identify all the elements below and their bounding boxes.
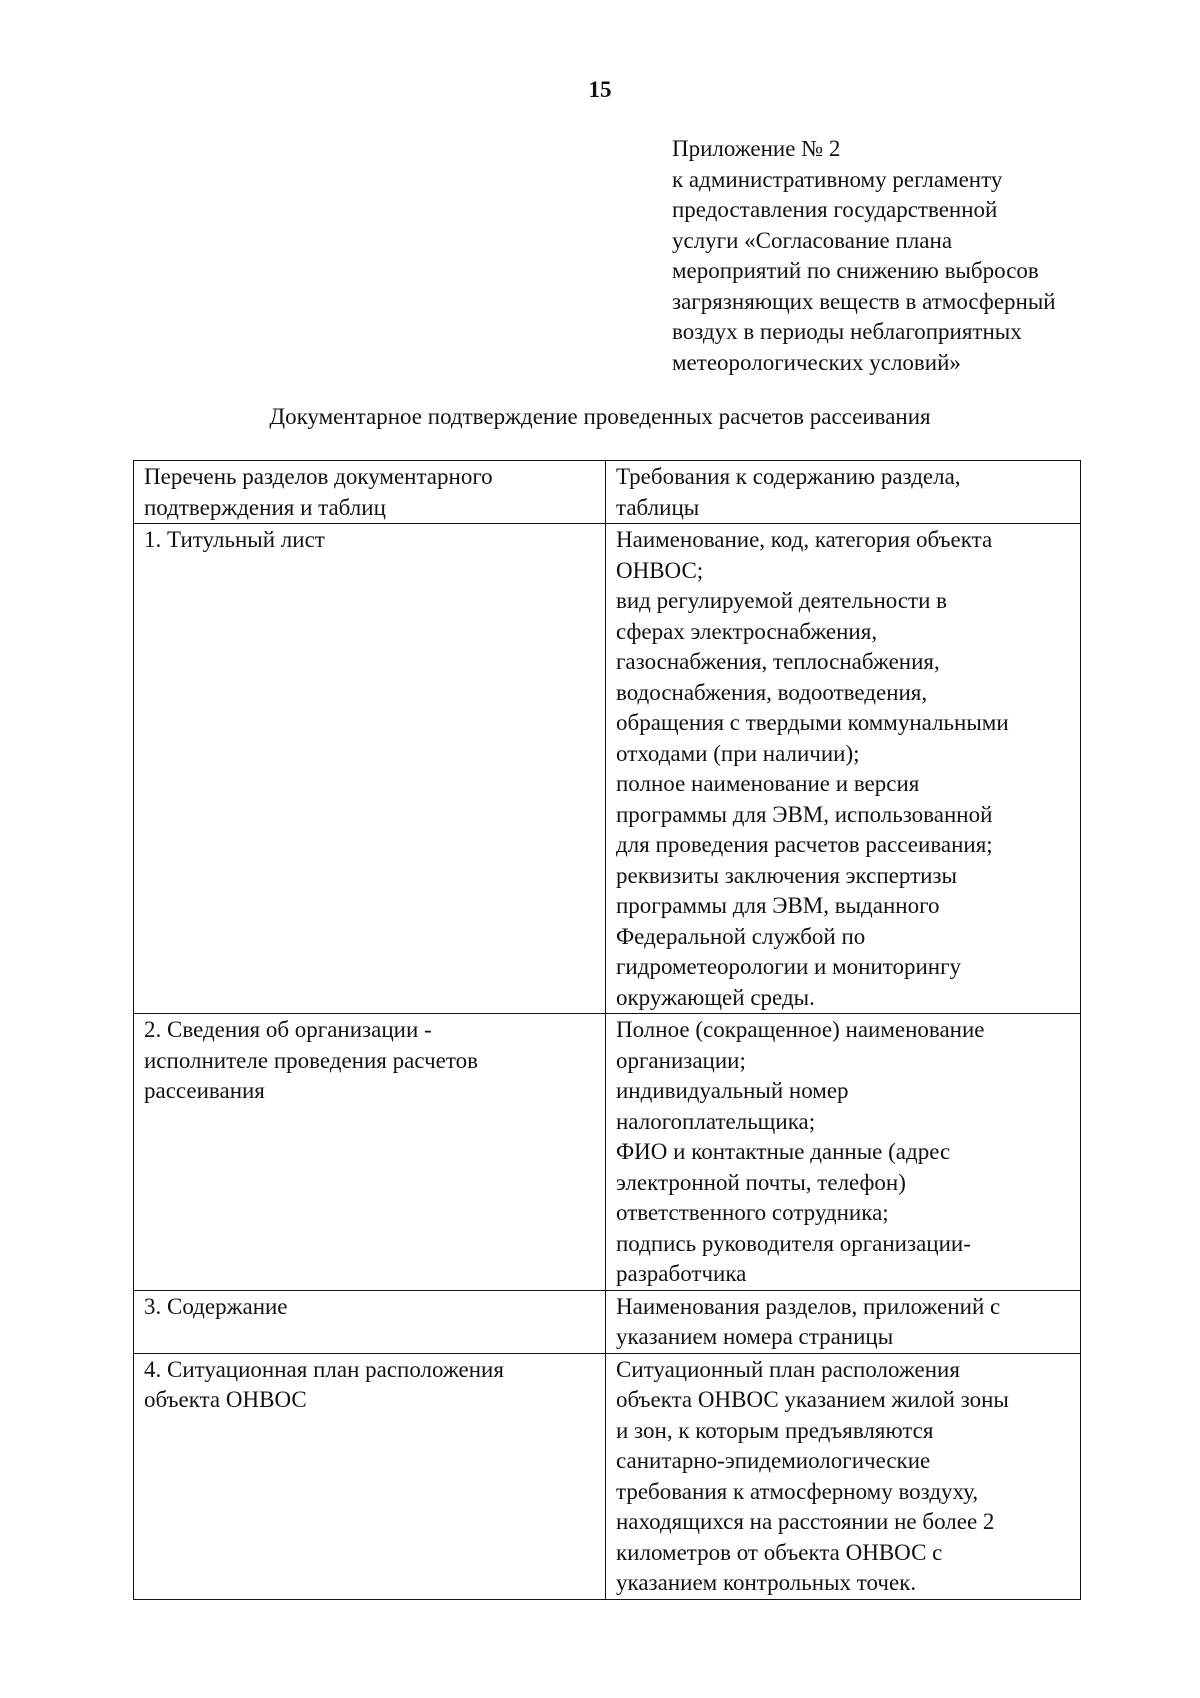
cell-line: подпись руководителя организации- <box>616 1230 971 1256</box>
cell-line: разработчика <box>616 1261 747 1286</box>
cell-line: подтверждения и таблиц <box>144 494 386 520</box>
cell-line: рассеивания <box>144 1078 265 1103</box>
section-cell <box>134 1290 606 1353</box>
table-row <box>134 1353 1081 1599</box>
cell-line: ОНВОС; <box>616 557 704 583</box>
cell-line: вид регулируемой деятельности в <box>616 588 948 613</box>
cell-line: окружающей среды. <box>616 984 815 1010</box>
cell-line: сферах электроснабжения, <box>616 618 878 644</box>
appendix-line: к административному регламенту <box>672 166 1003 192</box>
table-row <box>134 1290 1081 1353</box>
requirements-cell <box>606 524 1081 1014</box>
cell-line: Требования к содержанию раздела, <box>616 464 961 489</box>
cell-line: 4. Ситуационная план расположения <box>144 1356 504 1382</box>
cell-line: указанием номера страницы <box>616 1324 894 1349</box>
section-cell <box>134 1014 606 1291</box>
table-row <box>134 524 1081 1014</box>
cell-line: программы для ЭВМ, выданного <box>616 893 940 918</box>
cell-line: отходами (при наличии); <box>616 740 860 766</box>
appendix-line: загрязняющих веществ в атмосферный <box>672 288 1056 314</box>
cell-line: обращения с твердыми коммунальными <box>616 710 1009 735</box>
appendix-line: услуги «Согласование плана <box>672 227 953 253</box>
cell-line: указанием контрольных точек. <box>616 1570 917 1595</box>
cell-line: Наименования разделов, приложений с <box>616 1293 1001 1319</box>
cell-line: Ситуационный план расположения <box>616 1356 960 1382</box>
cell-line: Федеральной службой по <box>616 923 866 949</box>
cell-line: электронной почты, телефон) <box>616 1169 906 1195</box>
cell-line: и зон, к которым предъявляются <box>616 1417 934 1443</box>
cell-line: программы для ЭВМ, использованной <box>616 801 993 827</box>
cell-line: 3. Содержание <box>144 1293 288 1319</box>
header-cell-sections <box>134 461 606 524</box>
cell-line: исполнителе проведения расчетов <box>144 1047 478 1073</box>
cell-line: Перечень разделов документарного <box>144 464 493 489</box>
cell-line: Наименование, код, категория объекта <box>616 527 993 552</box>
cell-line: налогоплательщика; <box>616 1108 816 1134</box>
cell-line: таблицы <box>616 494 700 520</box>
appendix-line: мероприятий по снижению выбросов <box>672 258 1039 283</box>
cell-line: 2. Сведения об организации - <box>144 1017 432 1042</box>
page-number: 15 <box>588 77 612 102</box>
requirements-cell <box>606 1290 1081 1353</box>
appendix-line: воздух в периоды неблагоприятных <box>672 319 1022 344</box>
cell-line: находящихся на расстоянии не более 2 <box>616 1509 995 1534</box>
appendix-line: предоставления государственной <box>672 197 998 222</box>
appendix-line: Приложение № 2 <box>672 136 841 161</box>
cell-line: километров от объекта ОНВОС с <box>616 1539 943 1565</box>
cell-line: объекта ОНВОС <box>144 1387 307 1412</box>
cell-line: полное наименование и версия <box>616 771 920 796</box>
table-header-row <box>134 461 1081 524</box>
cell-line: индивидуальный номер <box>616 1078 849 1103</box>
appendix-block <box>672 134 1172 378</box>
cell-line: объекта ОНВОС указанием жилой зоны <box>616 1387 1009 1412</box>
cell-line: санитарно-эпидемиологические <box>616 1448 931 1473</box>
requirements-cell <box>606 1353 1081 1599</box>
cell-line: гидрометеорологии и мониторингу <box>616 954 962 979</box>
cell-line: реквизиты заключения экспертизы <box>616 862 957 888</box>
document-heading: Документарное подтверждение проведенных расчетов рассеивания <box>269 404 931 429</box>
table-row <box>134 1014 1081 1291</box>
appendix-line: метеорологических условий» <box>672 349 961 375</box>
cell-line: требования к атмосферному воздуху, <box>616 1478 979 1504</box>
cell-line: Полное (сокращенное) наименование <box>616 1017 985 1042</box>
section-cell <box>134 1353 606 1599</box>
cell-line: 1. Титульный лист <box>144 527 325 552</box>
cell-line: газоснабжения, теплоснабжения, <box>616 649 940 674</box>
requirements-table <box>133 460 1081 1600</box>
cell-line: водоснабжения, водоотведения, <box>616 679 928 705</box>
header-cell-requirements <box>606 461 1081 524</box>
cell-line: для проведения расчетов рассеивания; <box>616 832 993 857</box>
cell-line: ответственного сотрудника; <box>616 1200 889 1225</box>
cell-line: ФИО и контактные данные (адрес <box>616 1139 951 1164</box>
section-cell <box>134 524 606 1014</box>
requirements-cell <box>606 1014 1081 1291</box>
cell-line: организации; <box>616 1047 746 1073</box>
